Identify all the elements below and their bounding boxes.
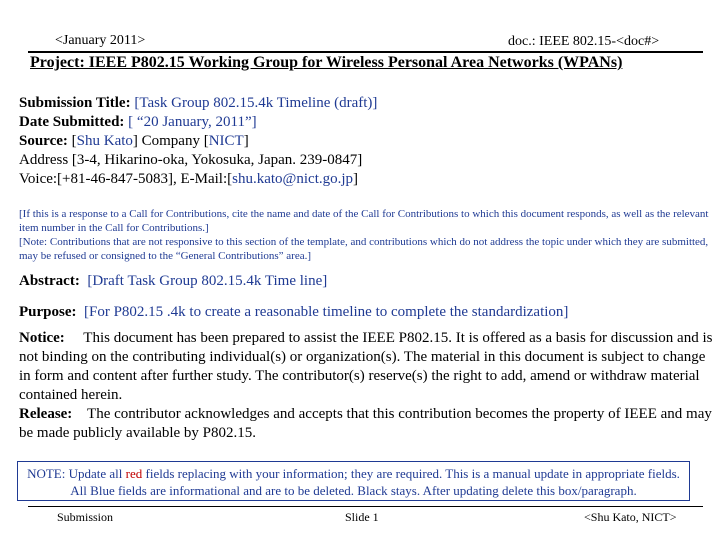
instructions-line-1: [If this is a response to a Call for Contributions, cite the name and date of the Call for Contributions to which this document responds, as well as the relevant item number in the Call for Contributions.] bbox=[19, 208, 709, 234]
source-line bbox=[19, 132, 377, 151]
submission-title-value: [Task Group 802.15.4k Timeline (draft)] bbox=[134, 95, 378, 111]
submission-title-label: Submission Title: bbox=[19, 95, 131, 111]
purpose-value: [For P802.15 .4k to create a reasonable timeline to complete the standardization] bbox=[84, 304, 569, 320]
abstract-value: [Draft Task Group 802.15.4k Time line] bbox=[87, 273, 328, 289]
footer-author: <Shu Kato, NICT> bbox=[584, 510, 677, 524]
notice-text: This document has been prepared to assist the IEEE P802.15. It is offered as a basis for discussion and is not binding on the contributing individual(s) or organization(s). The material in this document is subject to change in form and content after further study. The contributor(s) reserve(s) the right to add, amend or withdraw material contained herein. bbox=[19, 330, 713, 403]
note-red-word: red bbox=[125, 466, 143, 481]
voice-email-line bbox=[19, 170, 377, 189]
source-label: Source: bbox=[19, 133, 68, 149]
abstract-label: Abstract: bbox=[19, 273, 80, 289]
submission-title-line bbox=[19, 94, 377, 113]
header-date: <January 2011> bbox=[55, 33, 146, 48]
note-text-post: fields replacing with your information; they are required. This is a manual update in appropriate fields. All Blue fields are informational and are to be deleted. Black stays. After updating delete this box/paragraph. bbox=[70, 466, 680, 498]
purpose-label: Purpose: bbox=[19, 304, 77, 320]
header-divider bbox=[28, 51, 703, 53]
release-label: Release: bbox=[19, 406, 73, 422]
footer-slide-number: Slide 1 bbox=[345, 510, 379, 524]
notice-paragraph bbox=[19, 329, 714, 405]
release-paragraph bbox=[19, 405, 714, 443]
date-submitted-label: Date Submitted: bbox=[19, 114, 125, 130]
note-text-pre: NOTE: Update all bbox=[27, 466, 126, 481]
instructions-block bbox=[19, 207, 709, 263]
release-text: The contributor acknowledges and accepts that this contribution becomes the property of IEEE and may be made publicly available by P802.15. bbox=[19, 406, 712, 441]
footer-divider bbox=[28, 506, 703, 507]
abstract-line bbox=[19, 272, 327, 291]
source-company: NICT bbox=[208, 133, 244, 149]
date-submitted-value: [ “20 January, 2011”] bbox=[128, 114, 257, 130]
footer-submission: Submission bbox=[57, 510, 114, 524]
voice-text: Voice:[+81-46-847-5083], E-Mail:[ bbox=[19, 171, 233, 187]
purpose-line bbox=[19, 303, 568, 322]
email-link[interactable]: shu.kato@nict.go.jp bbox=[232, 171, 354, 187]
header-doc-id: doc.: IEEE 802.15-<doc#> bbox=[508, 34, 660, 49]
address-line: Address [3-4, Hikarino-oka, Yokosuka, Japan. 239-0847] bbox=[19, 152, 363, 168]
voice-bracket-close: ] bbox=[353, 171, 359, 187]
source-name: Shu Kato bbox=[76, 133, 133, 149]
submission-block bbox=[19, 94, 377, 189]
source-company-label: ] Company [ bbox=[132, 133, 209, 149]
notice-release-block bbox=[19, 329, 714, 443]
project-title: Project: IEEE P802.15 Working Group for Wireless Personal Area Networks (WPANs) bbox=[30, 54, 623, 71]
instructions-line-2: [Note: Contributions that are not responsive to this section of the template, and contributions which do not address the topic under which they are submitted, may be refused or consigned to the “General Contributions” area.] bbox=[19, 236, 709, 262]
notice-label: Notice: bbox=[19, 330, 65, 346]
source-bracket-close: ] bbox=[243, 133, 249, 149]
note-box bbox=[17, 461, 690, 501]
source-bracket-open: [ bbox=[71, 133, 77, 149]
date-submitted-line bbox=[19, 113, 377, 132]
